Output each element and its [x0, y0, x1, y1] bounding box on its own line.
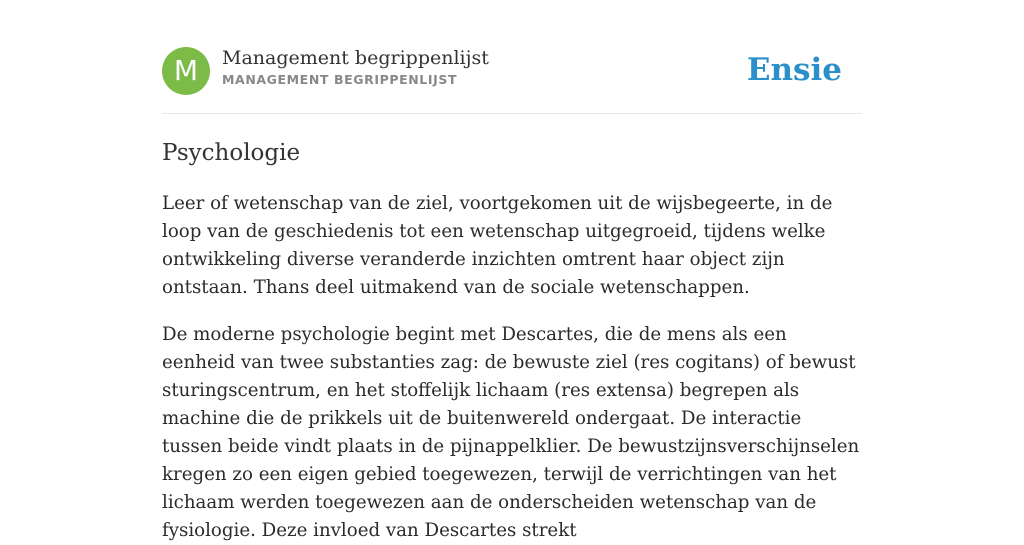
- dictionary-title-block: [222, 46, 489, 88]
- page-container: [162, 0, 862, 545]
- dictionary-subtitle: MANAGEMENT BEGRIPPENLIJST: [222, 72, 458, 87]
- dictionary-title[interactable]: Management begrippenlijst: [222, 47, 489, 69]
- article-paragraph-2: De moderne psychologie begint met Descartes, die de mens als een eenheid van twee substanties zag: de bewuste ziel (res cogitans) of bewust sturingscentrum, en het stoffelijk lichaam (res extensa) begrepen als machine die de prikkels uit de buitenwereld ondergaat. De interactie tussen beide vindt plaats in de pijnappelklier. De bewustzijnsverschijnselen kregen zo een eigen gebied toegewezen, terwijl de verrichtingen van het lichaam werden toegewezen aan de onderscheiden wetenschap van de fysiologie. Deze invloed van Descartes strekt: [162, 324, 860, 541]
- article-title: Psychologie: [162, 140, 301, 166]
- avatar[interactable]: M: [162, 47, 210, 95]
- article-paragraph-1: Leer of wetenschap van de ziel, voortgekomen uit de wijsbegeerte, in de loop van de geschiedenis tot een wetenschap uitgegroeid, tijdens welke ontwikkeling diverse veranderde inzichten omtrent haar object zijn ontstaan. Thans deel uitmakend van de sociale wetenschappen.: [162, 193, 833, 298]
- ensie-logo[interactable]: Ensie: [746, 52, 842, 88]
- dictionary-header: [162, 0, 862, 114]
